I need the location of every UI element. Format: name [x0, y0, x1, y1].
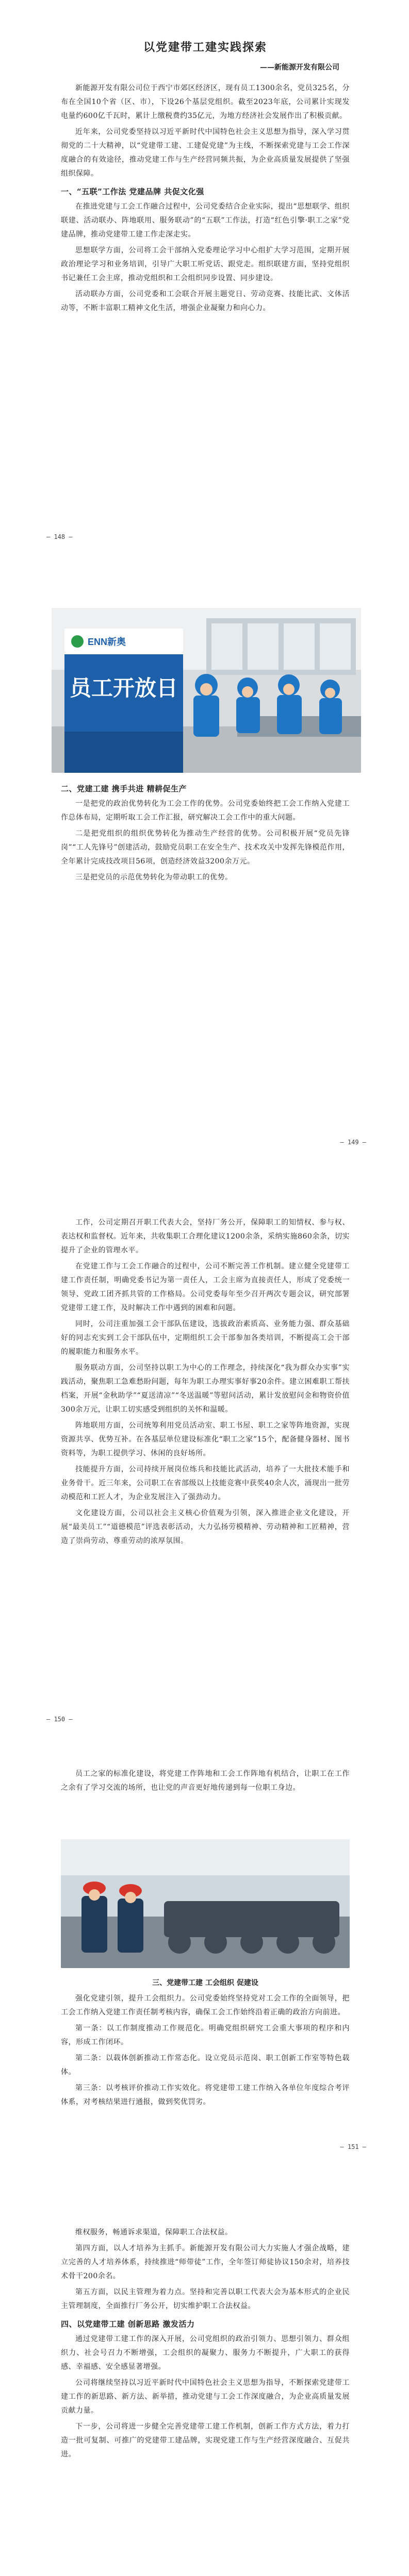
page-footer-4	[46, 2143, 366, 2154]
section-2-paragraph-2: 二是把党组织的组织优势转化为推动生产经营的优势。公司积极开展“党员先锋岗”“工人先锋号”创建活动，鼓励党员职工在安全生产、技术攻关中发挥先锋模范作用，全年累计完成技改项目56项，创造经济效益3200余万元。	[61, 829, 350, 866]
section-4-paragraph-2: 公司将继续坚持以习近平新时代中国特色社会主义思想为指导，不断探索党建带工建工作的新思路、新方法、新举措，推动党建与工会工作深度融合，为企业高质量发展贡献力量。	[61, 2379, 350, 2415]
photo-employee-open-day	[52, 608, 361, 773]
section-3-paragraph-1: 强化党建引领，提升工会组织力。公司党委始终坚持党对工会工作的全面领导，把工会工作纳入党建工作责任制考核内容，确保工会工作始终沿着正确的政治方向前进。	[61, 1994, 350, 2016]
p3-paragraph-1: 员工之家的标准化建设，将党建工作阵地和工会工作阵地有机结合，让职工在工作之余有了学习交流的场所，也让党的声音更好地传递到每一位职工身边。	[61, 1770, 350, 1792]
section-3-paragraph-4: 第三条：以考核评价推动工作实效化。将党建带工建工作纳入各单位年度综合考评体系，对考核结果进行通报，做到奖优罚劣。	[61, 2084, 350, 2106]
p2-paragraph-7: 文化建设方面，公司以社会主义核心价值观为引领，深入推进企业文化建设，开展“最美员工”“道德模范”评选表彰活动，大力弘扬劳模精神、劳动精神和工匠精神，营造了崇尚劳动、尊重劳动的浓厚氛围。	[61, 1509, 350, 1545]
page-footer-1	[46, 533, 366, 544]
p2-paragraph-1: 工作，公司定期召开职工代表大会，坚持厂务公开，保障职工的知情权、参与权、表达权和监督权。近年来，共收集职工合理化建议1200余条，采纳实施860余条，切实提升了企业的管理水平。	[61, 1218, 350, 1255]
page-3	[0, 1180, 409, 1757]
page-2	[0, 778, 409, 1164]
section-3-paragraph-2: 第一条：以工作制度推动工作规范化。明确党组织研究工会重大事项的程序和内容，形成工作闭环。	[61, 2024, 350, 2046]
page-number: — 149 —	[340, 1139, 366, 1146]
section-1-paragraph-2: 思想联学方面，公司将工会干部纳入党委理论学习中心组扩大学习范围，定期开展政治理论学习和业务培训，引导广大职工听党话、跟党走。组织联建方面，坚持党组织书记兼任工会主席，推动党组织和工会组织同步设置、同步建设。	[61, 246, 350, 282]
page-number: — 151 —	[340, 2143, 366, 2150]
section-1-paragraph-1: 在推进党建与工会工作融合过程中，公司党委结合企业实际，提出“思想联学、组织联建、活动联办、阵地联用、服务联动”的“五联”工作法，打造“红色引擎·职工之家”党建品牌，推动党建带工建工作走深走实。	[61, 202, 350, 239]
page-footer-2	[46, 1139, 366, 1149]
p2-paragraph-5: 阵地联用方面，公司统筹利用党员活动室、职工书屋、职工之家等阵地资源，实现资源共享、优势互补。在各基层单位建设标准化“职工之家”15个，配备健身器材、图书资料等，为职工提供学习、休闲的良好场所。	[61, 1421, 350, 1458]
section-4-paragraph-1: 通过党建带工建工作的深入开展，公司党组织的政治引领力、思想引领力、群众组织力、社会号召力不断增强，工会组织的凝聚力、服务力不断提升，广大职工的获得感、幸福感、安全感显著增强。	[61, 2335, 350, 2371]
article-title: 以党建带工建实践探索	[143, 41, 267, 54]
section-3-paragraph-3: 第二条：以载体创新推动工作常态化。设立党员示范岗、职工创新工作室等特色载体。	[61, 2054, 350, 2076]
section-2-paragraph-3: 三是把党员的示范优势转化为带动职工的优势。	[75, 873, 233, 882]
p2-paragraph-6: 技能提升方面，公司持续开展岗位练兵和技能比武活动，培养了一大批技术能手和业务骨干。近三年来，公司职工在省部级以上技能竞赛中获奖40余人次，涌现出一批劳动模范和工匠人才，为企业发展注入了强劲动力。	[61, 1465, 350, 1501]
section-4-paragraph-3: 下一步，公司将进一步健全完善党建带工建工作机制，创新工作方式方法，着力打造一批可复制、可推广的党建带工建品牌，实现党建工作与生产经营深度融合、互促共进。	[61, 2422, 350, 2459]
sign-brand-text: ENN新奥	[88, 637, 126, 647]
p4-paragraph-3: 第五方面，以民主管理为着力点。坚持和完善以职工代表大会为基本形式的企业民主管理制度，全面推行厂务公开，切实维护职工合法权益。	[61, 2288, 350, 2310]
intro-paragraph-1: 新能源开发有限公司位于西宁市郊区经济区，现有员工1300余名，党员325名，分布在全国10个省（区、市），下设26个基层党组织。截至2023年底，公司累计实现发电量约600亿千瓦时，累计上缴税费约35亿元，为地方经济社会发展作出了积极贡献。	[61, 84, 350, 120]
page-4	[0, 1762, 409, 2164]
p2-paragraph-3: 同时，公司注重加强工会干部队伍建设，选拔政治素质高、业务能力强、群众基础好的同志充实到工会干部队伍中，定期组织工会干部参加各类培训，不断提高工会干部的履职能力和服务水平。	[61, 1320, 350, 1356]
section-2-paragraph-1: 一是把党的政治优势转化为工会工作的优势。公司党委始终把工会工作纳入党建工作总体布局，定期听取工会工作汇报，研究解决工会工作中的重大问题。	[61, 800, 350, 822]
sign-banner-text: 员工开放日	[69, 675, 178, 701]
article-byline: ——新能源开发有限公司	[260, 63, 339, 72]
p2-paragraph-2: 在党建工作与工会工作融合的过程中，公司不断完善工作机制。建立健全党建带工建工作责任制，明确党委书记为第一责任人，工会主席为直接责任人，形成了党委统一领导、党政工团齐抓共管的工作格局。公司党委每年至少召开两次专题会议，研究部署党建带工建工作，及时解决工作中遇到的困难和问题。	[61, 1262, 350, 1312]
page-5	[0, 2195, 409, 2576]
photo-workers-machinery-illustration	[61, 1839, 350, 1968]
section-1-paragraph-3: 活动联办方面，公司党委和工会联合开展主题党日、劳动竞赛、技能比武、文体活动等，不断丰富职工精神文化生活，增强企业凝聚力和向心力。	[61, 290, 350, 312]
page-footer-3	[46, 1716, 366, 1726]
p2-paragraph-4: 服务联动方面，公司坚持以职工为中心的工作理念，持续深化“我为群众办实事”实践活动，聚焦职工急难愁盼问题，每年为职工办理实事好事20余件。建立困难职工帮扶档案，开展“金秋助学”“夏送清凉”“冬送温暖”等慰问活动，累计发放慰问金和物资价值300余万元，让职工切实感受到组织的关怀和温暖。	[61, 1364, 350, 1414]
page-number: — 148 —	[46, 533, 73, 540]
photo-employee-open-day-illustration	[52, 608, 361, 773]
intro-paragraph-2: 近年来，公司党委坚持以习近平新时代中国特色社会主义思想为指导，深入学习贯彻党的二十大精神，以“党建带工建、工建促党建”为主线，不断探索党建与工会工作深度融合的有效途径，推动党建工作与生产经营同频共振，为企业高质量发展提供了坚强组织保障。	[61, 128, 350, 178]
section-2-heading: 二、党建工建 携手共进 精耕促生产	[61, 784, 187, 793]
photo-caption: 三、党建带工建 工会组织 促建设	[152, 1979, 258, 1987]
p4-paragraph-2: 第四方面，以人才培养为主抓手。新能源开发有限公司大力实施人才强企战略，建立完善的人才培养体系，持续推进“师带徒”工作，全年签订师徒协议150余对，培养技术骨干200余名。	[61, 2244, 350, 2280]
page-number: — 150 —	[46, 1716, 73, 1723]
p4-paragraph-1: 维权服务，畅通诉求渠道，保障职工合法权益。	[75, 2228, 233, 2236]
page-1	[0, 0, 409, 577]
section-1-heading: 一、“五联”工作法 党建品牌 共促文化强	[61, 187, 204, 196]
photo-workers-machinery	[61, 1839, 350, 1968]
section-4-heading: 四、以党建带工建 创新思路 激发活力	[61, 2319, 195, 2329]
